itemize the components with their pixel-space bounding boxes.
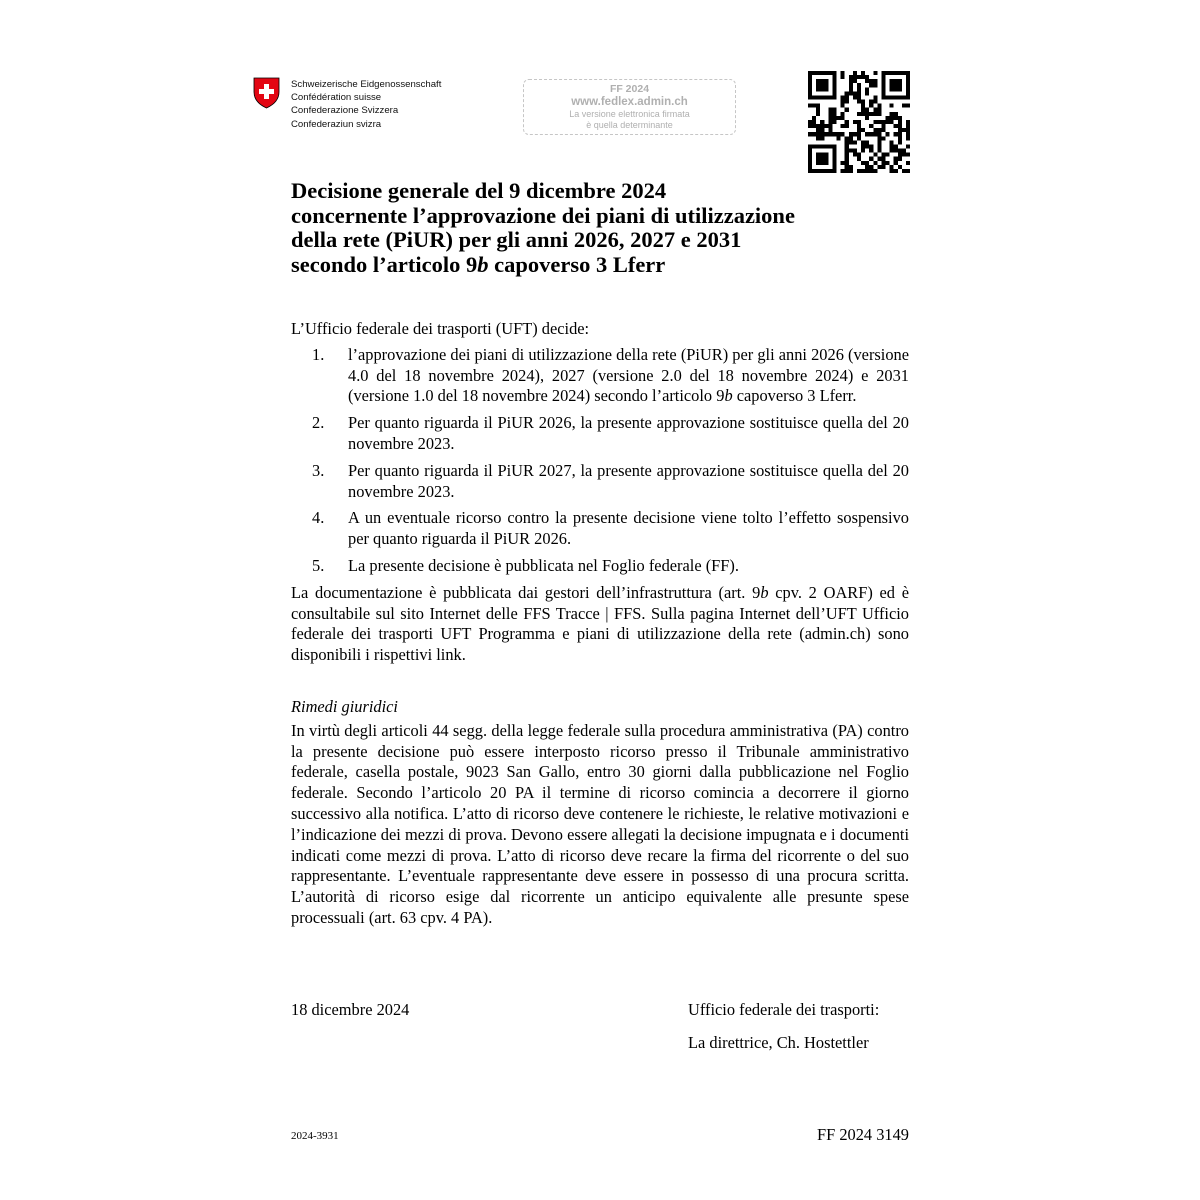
swiss-coat-of-arms-icon [253, 77, 280, 109]
stamp-note-line2: è quella determinante [586, 120, 673, 130]
stamp-ff-reference: FF 2024 [609, 83, 650, 95]
decision-item-2: 2. Per quanto riguarda il PiUR 2026, la presente approvazione sostituisce quella del 20 novembre 2023. [312, 413, 909, 453]
decision-item-1: 1. l’approvazione dei piani di utilizzazione della rete (PiUR) per gli anni 2026 (versione 4.0 del 18 novembre 2024), 2027 (versione 2.0 del 18 novembre 2024) e 2031 (versione 1.0 del 18 novembre 2024) secondo l’articolo 9b capoverso 3 Lferr. [312, 344, 909, 406]
org-name-rm: Confederaziun svizra [291, 118, 382, 130]
remedies-heading: Rimedi giuridici [291, 696, 398, 716]
publication-stamp [523, 79, 736, 135]
document-body [291, 319, 909, 929]
decision-item-3: 3. Per quanto riguarda il PiUR 2027, la presente approvazione sostituisce quella del 20 novembre 2023. [312, 460, 909, 501]
decision-item-5: 5. La presente decisione è pubblicata nel Foglio federale (FF). [312, 555, 739, 575]
org-name-it: Confederazione Svizzera [291, 105, 399, 117]
title-line-1: Decisione generale del 9 dicembre 2024 [291, 178, 667, 203]
decision-intro: L’Ufficio federale dei trasporti (UFT) decide: [291, 319, 590, 338]
qr-code-icon [808, 71, 910, 173]
stamp-note-line1: La versione elettronica firmata [569, 109, 690, 119]
title-line-4: secondo l’articolo 9b capoverso 3 Lferr [291, 251, 666, 277]
documentation-paragraph: La documentazione è pubblicata dai gestori dell’infrastruttura (art. 9b cpv. 2 OARF) ed è consultabile sul sito Internet delle FFS Tracce | FFS. Sulla pagina Internet dell’UFT Ufficio federale dei trasporti UFT Programma e piani di utilizzazione della rete (admin.ch) sono disponibili i rispettivi link. [291, 582, 909, 665]
stamp-website: www.fedlex.admin.ch [571, 96, 688, 108]
title-line-2: concernente l’approvazione dei piani di utilizzazione [291, 202, 795, 228]
signature-office: Ufficio federale dei trasporti: [688, 1000, 880, 1019]
decision-list [291, 345, 909, 577]
decision-item-4: 4. A un eventuale ricorso contro la presente decisione viene tolto l’effetto sospensivo per quanto riguarda il PiUR 2026. [312, 508, 909, 549]
signature-block [688, 1000, 879, 1053]
organization-names [291, 78, 441, 131]
org-name-de: Schweizerische Eidgenossenschaft [291, 79, 442, 90]
ff-reference: FF 2024 3149 [817, 1125, 909, 1144]
signature-signatory: La direttrice, Ch. Hostettler [688, 1033, 869, 1052]
title-line-3: della rete (PiUR) per gli anni 2026, 2027 e 2031 [291, 227, 742, 252]
document-number: 2024-3931 [291, 1130, 339, 1142]
org-name-fr: Confédération suisse [291, 92, 382, 104]
page-title [291, 179, 911, 277]
remedies-paragraph: In virtù degli articoli 44 segg. della legge federale sulla procedura amministrativa (PA) contro la presente decisione può essere interposto ricorso presso il Tribunale amministrativo federale, casella postale, 9023 San Gallo, entro 30 giorni dalla pubblicazione nel Foglio federale. Secondo l’articolo 20 PA il termine di ricorso comincia a decorrere il giorno successivo alla notifica. L’atto di ricorso deve contenere le richieste, le relative motivazioni e l’indicazione dei mezzi di prova. Devono essere allegati la decisione impugnata e i documenti indicati come mezzi di prova. L’atto di ricorso deve recare la firma del ricorrente o del suo rappresentante. L’eventuale rappresentante deve essere in possesso di una procura scritta. L’autorità di ricorso esige dal ricorrente un anticipo equivalente alle presunte spese processuali (art. 63 cpv. 4 PA). [291, 720, 909, 927]
decision-date: 18 dicembre 2024 [291, 1000, 410, 1019]
